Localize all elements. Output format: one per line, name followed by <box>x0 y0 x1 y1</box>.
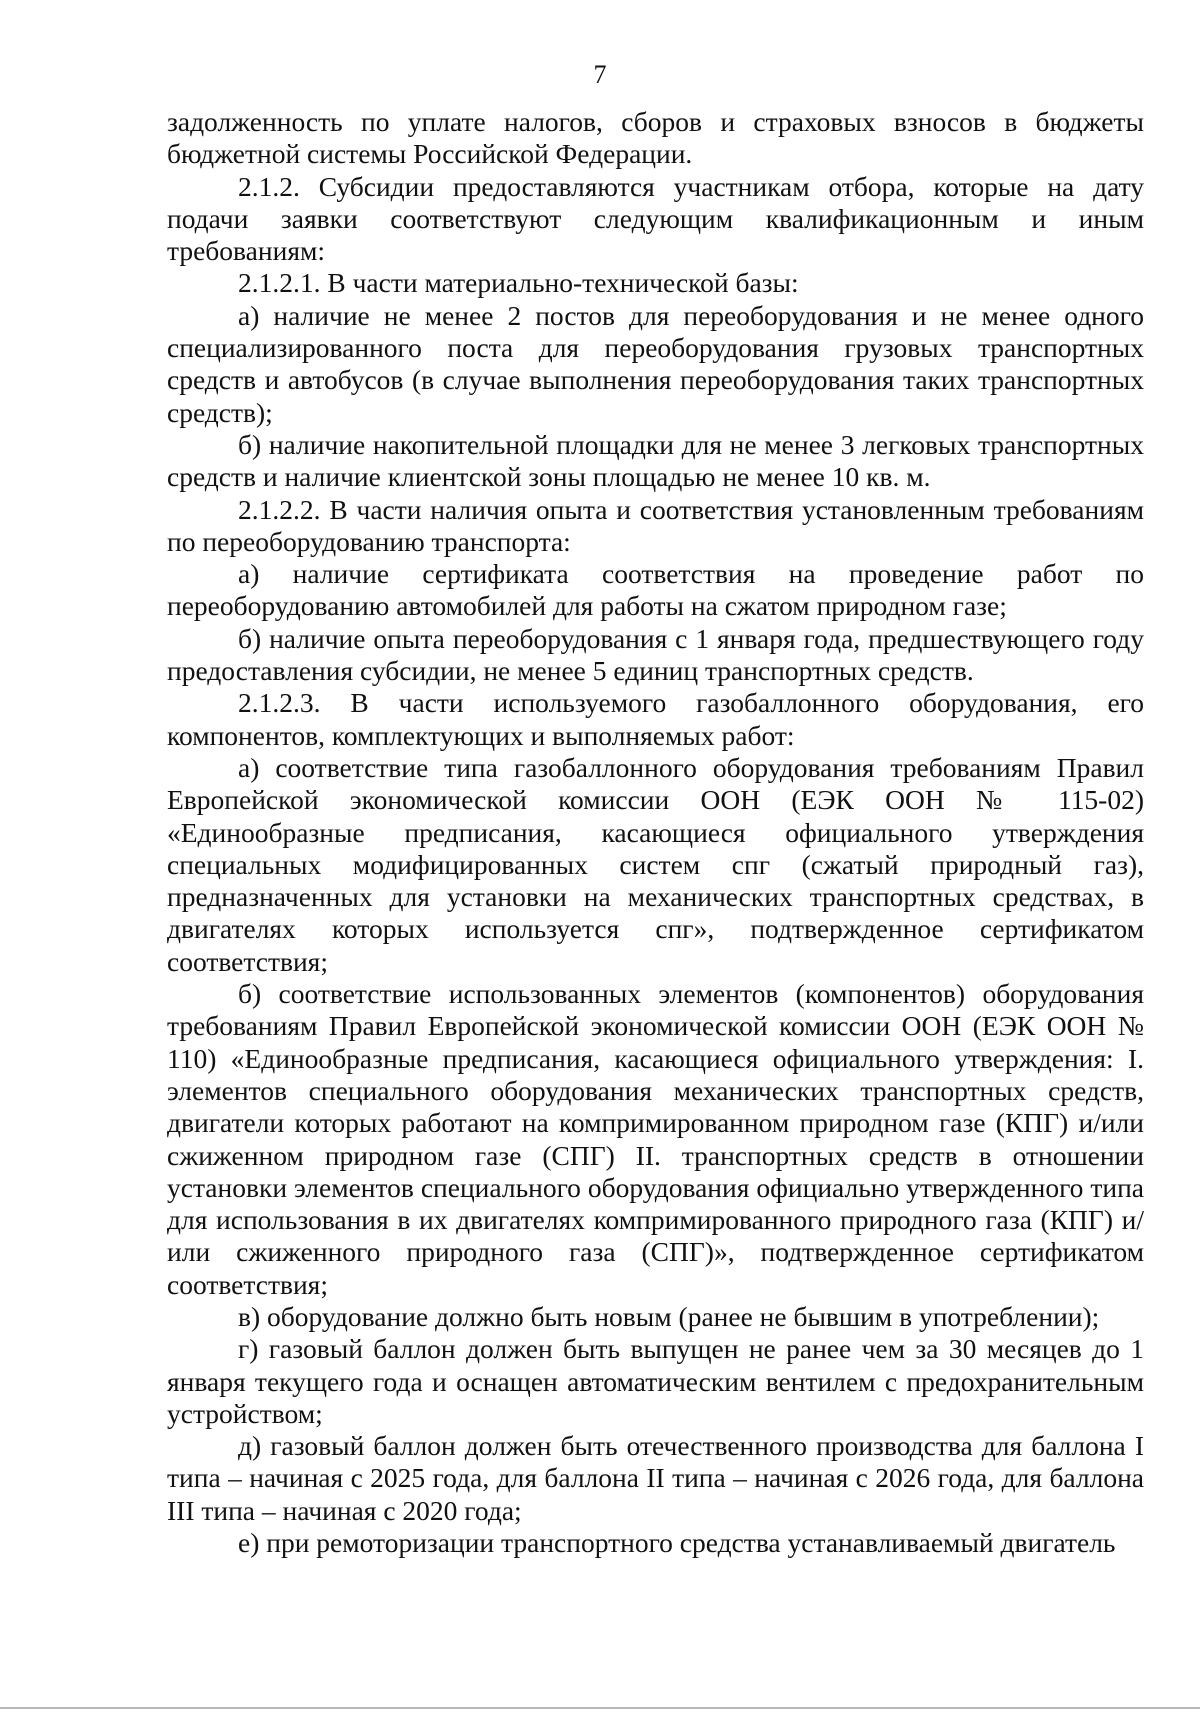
paragraph-clause-2-1-2-3-a: а) соответствие типа газобаллонного оборудования требованиям Правил Европейской экономической комиссии ООН (ЕЭК ООН № 115-02) «Единообразные предписания, касающиеся официального утверждения специальных модифицированных систем спг (сжатый природный газ), предназначенных для установки на механических транспортных средствах, в двигателях которых используется спг», подтвержденное сертификатом соответствия; <box>167 751 1144 977</box>
paragraph-clause-2-1-2-2-b: б) наличие опыта переоборудования с 1 января года, предшествующего году предоставления субсидии, не менее 5 единиц транспортных средств. <box>167 622 1144 687</box>
paragraph-clause-2-1-2-3-b: б) соответствие использованных элементов (компонентов) оборудования требованиям Правил Европейской экономической комиссии ООН (ЕЭК ООН № 110) «Единообразные предписания, касающиеся официального утверждения: I. элементов специального оборудования механических транспортных средств, двигатели которых работают на компримированном природном газе (КПГ) и/или сжиженном природном газе (СПГ) II. транспортных средств в отношении установки элементов специального оборудования официально утвержденного типа для использования в их двигателях компримированного природного газа (КПГ) и/или сжиженного природного газа (СПГ)», подтвержденное сертификатом соответствия; <box>167 978 1144 1300</box>
paragraph-clause-2-1-2-3: 2.1.2.3. В части используемого газобаллонного оборудования, его компонентов, комплектующих и выполняемых работ: <box>167 687 1144 751</box>
paragraph-clause-2-1-2-3-e: е) при ремоторизации транспортного средства устанавливаемый двигатель <box>238 1527 1116 1559</box>
paragraph-clause-2-1-2-2: 2.1.2.2. В части наличия опыта и соответствия установленным требованиям по переоборудованию транспорта: <box>167 493 1144 557</box>
paragraph-continuation: задолженность по уплате налогов, сборов и страховых взносов в бюджеты бюджетной системы Российской Федерации. <box>167 106 1144 170</box>
paragraph-clause-2-1-2-1-a: а) наличие не менее 2 постов для переоборудования и не менее одного специализированного поста для переоборудования грузовых транспортных средств и автобусов (в случае выполнения переоборудования таких транспортных средств); <box>167 299 1144 428</box>
paragraph-clause-2-1-2-1-b: б) наличие накопительной площадки для не менее 3 легковых транспортных средств и наличие клиентской зоны площадью не менее 10 кв. м. <box>167 428 1144 493</box>
paragraph-clause-2-1-2-1: 2.1.2.1. В части материально-технической базы: <box>238 267 799 299</box>
page-number: 7 <box>593 60 607 89</box>
paragraph-clause-2-1-2-3-g: г) газовый баллон должен быть выпущен не ранее чем за 30 месяцев до 1 января текущего года и оснащен автоматическим вентилем с предохранительным устройством; <box>167 1333 1144 1429</box>
paragraph-clause-2-1-2-3-d: д) газовый баллон должен быть отечественного производства для баллона I типа – начиная с 2025 года, для баллона II типа – начиная с 2026 года, для баллона III типа – начиная с 2020 года; <box>167 1430 1144 1526</box>
paragraph-clause-2-1-2-3-v: в) оборудование должно быть новым (ранее не бывшим в употреблении); <box>238 1300 1100 1332</box>
document-body <box>167 106 1144 1559</box>
paragraph-clause-2-1-2-2-a: а) наличие сертификата соответствия на проведение работ по переоборудованию автомобилей для работы на сжатом природном газе; <box>167 558 1144 622</box>
scan-bottom-edge <box>0 1707 1200 1709</box>
paragraph-clause-2-1-2: 2.1.2. Субсидии предоставляются участникам отбора, которые на дату подачи заявки соответствуют следующим квалификационным и иным требованиям: <box>167 170 1144 267</box>
